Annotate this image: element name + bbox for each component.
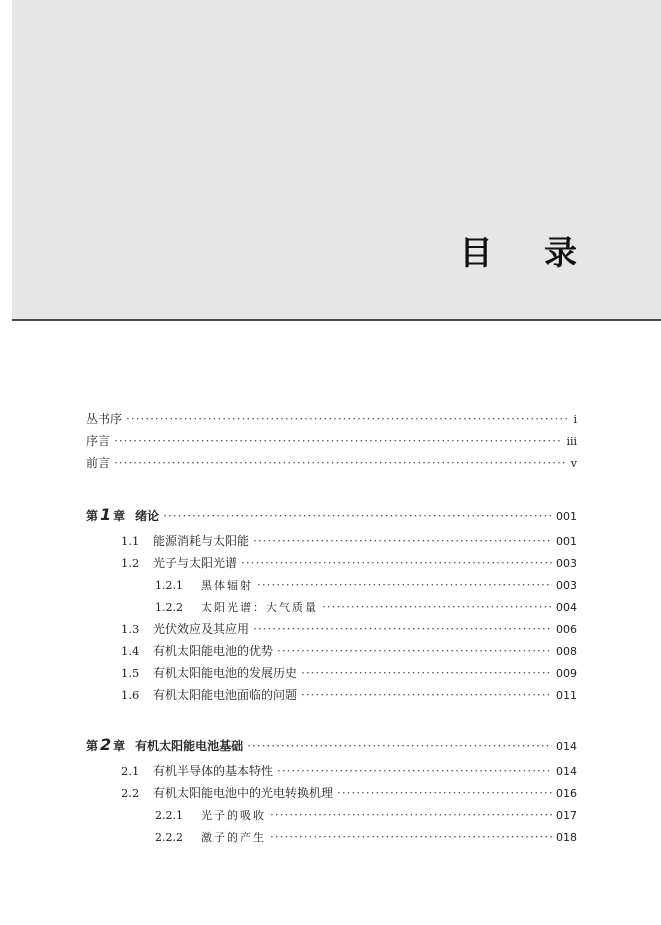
leader-dots <box>241 555 552 571</box>
toc-entry-page: i <box>573 413 577 426</box>
section-number: 1.5 <box>121 666 140 680</box>
toc-entry-page: 003 <box>556 579 577 592</box>
toc-entry-page: 018 <box>556 831 577 844</box>
section-title: 有机太阳能电池的发展历史 <box>153 666 298 680</box>
toc-entry-page: 006 <box>556 623 577 636</box>
toc-subsection[interactable] <box>155 577 577 594</box>
leader-dots <box>277 643 552 659</box>
chapter-title: 有机太阳能电池基础 <box>135 739 244 753</box>
toc-entry-page: 017 <box>556 809 577 822</box>
toc-entry-page: 003 <box>556 557 577 570</box>
leader-dots <box>301 665 552 681</box>
leader-dots <box>277 763 552 779</box>
section-title: 有机太阳能电池的优势 <box>153 644 274 658</box>
subsection-number: 1.2.2 <box>155 601 183 614</box>
toc-entry-front-matter[interactable] <box>86 433 577 450</box>
toc-subsection[interactable] <box>155 807 577 824</box>
toc-section[interactable] <box>121 555 577 572</box>
leader-dots <box>114 455 567 471</box>
leader-dots <box>322 599 552 615</box>
toc-entry-page: v <box>570 457 577 470</box>
chapter-suffix: 章 <box>113 739 126 753</box>
section-number: 1.4 <box>121 644 140 658</box>
chapter-prefix: 第 <box>86 509 99 523</box>
toc-section[interactable] <box>121 763 577 780</box>
section-number: 2.1 <box>121 764 140 778</box>
toc-section[interactable] <box>121 665 577 682</box>
toc-entry-page: 001 <box>556 535 577 548</box>
leader-dots <box>301 687 552 703</box>
toc-entry-front-matter[interactable] <box>86 455 577 472</box>
toc-subsection[interactable] <box>155 599 577 616</box>
subsection-number: 2.2.2 <box>155 831 183 844</box>
toc-entry-page: iii <box>566 435 577 448</box>
toc-subsection[interactable] <box>155 829 577 846</box>
section-number: 1.6 <box>121 688 140 702</box>
toc-entry-page: 014 <box>556 740 577 753</box>
toc-section[interactable] <box>121 785 577 802</box>
subsection-title: 激子的产生 <box>201 831 266 844</box>
toc-entry-page: 011 <box>556 689 577 702</box>
section-title: 能源消耗与太阳能 <box>153 534 250 548</box>
toc-section[interactable] <box>121 621 577 638</box>
toc-entry-label: 前言 <box>86 456 111 470</box>
subsection-title: 太阳光谱：大气质量 <box>201 601 318 614</box>
chapter-heading <box>86 507 159 524</box>
leader-dots <box>270 829 552 845</box>
toc-entry-page: 009 <box>556 667 577 680</box>
section-number: 1.2 <box>121 556 140 570</box>
leader-dots <box>337 785 552 801</box>
leader-dots <box>253 621 552 637</box>
section-title: 光伏效应及其应用 <box>153 622 250 636</box>
toc-section[interactable] <box>121 643 577 660</box>
toc-section[interactable] <box>121 687 577 704</box>
toc-entry-page: 001 <box>556 510 577 523</box>
section-title: 光子与太阳光谱 <box>153 556 238 570</box>
toc-chapter-2[interactable] <box>86 737 577 755</box>
chapter-prefix: 第 <box>86 739 99 753</box>
section-title: 有机半导体的基本特性 <box>153 764 274 778</box>
toc-chapter-1[interactable] <box>86 507 577 525</box>
subsection-title: 黑体辐射 <box>201 579 253 592</box>
page-title: 目 录 <box>459 233 597 272</box>
leader-dots <box>163 508 552 524</box>
subsection-number: 1.2.1 <box>155 579 183 592</box>
chapter-number: 1 <box>100 505 112 524</box>
chapter-suffix: 章 <box>113 509 126 523</box>
toc-entry-label: 序言 <box>86 434 111 448</box>
toc-entry-page: 016 <box>556 787 577 800</box>
toc-entry-page: 014 <box>556 765 577 778</box>
leader-dots <box>247 738 552 754</box>
section-title: 有机太阳能电池中的光电转换机理 <box>153 786 334 800</box>
toc-entry-page: 004 <box>556 601 577 614</box>
leader-dots <box>253 533 552 549</box>
subsection-title: 光子的吸收 <box>201 809 266 822</box>
toc-section[interactable] <box>121 533 577 550</box>
toc-entry-front-matter[interactable] <box>86 411 577 428</box>
leader-dots <box>114 433 562 449</box>
header-band <box>12 0 661 320</box>
section-number: 2.2 <box>121 786 140 800</box>
header-rule <box>12 319 661 321</box>
section-number: 1.3 <box>121 622 140 636</box>
chapter-title: 绪论 <box>135 509 160 523</box>
toc-entry-page: 008 <box>556 645 577 658</box>
section-number: 1.1 <box>121 534 140 548</box>
chapter-heading <box>86 737 243 754</box>
toc-entry-label: 丛书序 <box>86 412 123 426</box>
chapter-number: 2 <box>100 735 112 754</box>
subsection-number: 2.2.1 <box>155 809 183 822</box>
section-title: 有机太阳能电池面临的问题 <box>153 688 298 702</box>
leader-dots <box>257 577 552 593</box>
leader-dots <box>126 411 569 427</box>
leader-dots <box>270 807 552 823</box>
